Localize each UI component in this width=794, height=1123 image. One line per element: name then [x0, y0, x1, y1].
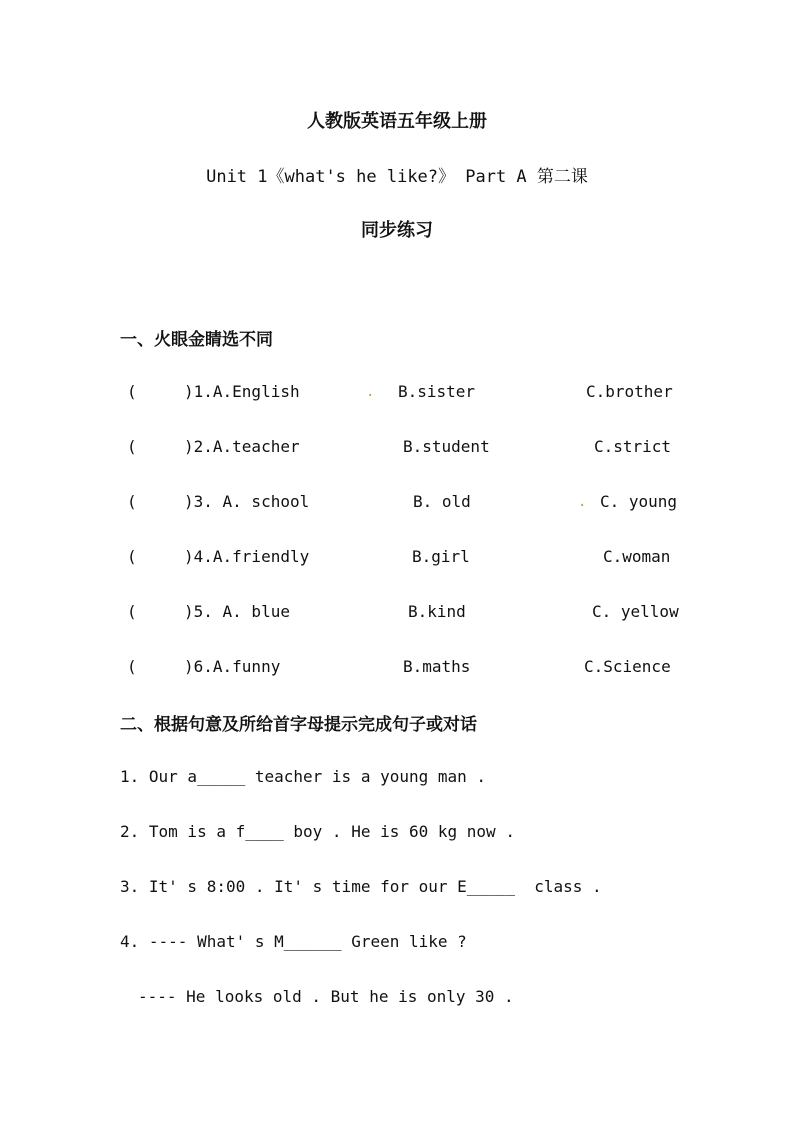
option-b: B. old	[413, 492, 471, 511]
option-b: B.maths	[403, 657, 471, 676]
fill-item-3: 3. It' s 8:00 . It' s time for our E_____ class .	[120, 877, 602, 896]
option-b: B.kind	[408, 602, 466, 621]
fill-item-1: 1. Our a_____ teacher is a young man .	[120, 767, 487, 786]
option-c: C. young	[600, 492, 678, 511]
answer-paren: (	[127, 657, 137, 676]
page-subtitle: 同步练习	[361, 220, 433, 241]
answer-paren: (	[127, 547, 137, 566]
answer-paren: (	[127, 382, 137, 401]
option-c: C. yellow	[592, 602, 679, 621]
fill-item-2: 2. Tom is a f____ boy . He is 60 kg now .	[120, 822, 515, 841]
option-a: )4.A.friendly	[184, 547, 310, 566]
answer-paren: (	[127, 602, 137, 621]
fill-item-4: 4. ---- What' s M______ Green like ?	[120, 932, 467, 951]
stray-dot: .	[578, 494, 587, 510]
option-c: C.woman	[603, 547, 671, 566]
page-title: 人教版英语五年级上册	[307, 111, 487, 132]
option-b: B.sister	[398, 382, 476, 401]
option-a: )5. A. blue	[184, 602, 290, 621]
answer-paren: (	[127, 492, 137, 511]
option-b: B.girl	[412, 547, 470, 566]
stray-dot: .	[366, 384, 375, 400]
option-c: C.strict	[594, 437, 672, 456]
section-1-heading: 一、火眼金睛选不同	[120, 330, 273, 350]
fill-item-4-reply: ---- He looks old . But he is only 30 .	[138, 987, 514, 1006]
option-b: B.student	[403, 437, 490, 456]
option-a: )6.A.funny	[184, 657, 281, 676]
option-a: )2.A.teacher	[184, 437, 300, 456]
option-c: C.brother	[586, 382, 673, 401]
option-a: )3. A. school	[184, 492, 310, 511]
unit-title: Unit 1《what's he like?》 Part A 第二课	[206, 167, 588, 187]
answer-paren: (	[127, 437, 137, 456]
option-c: C.Science	[584, 657, 671, 676]
section-2-heading: 二、根据句意及所给首字母提示完成句子或对话	[120, 715, 477, 735]
option-a: )1.A.English	[184, 382, 300, 401]
